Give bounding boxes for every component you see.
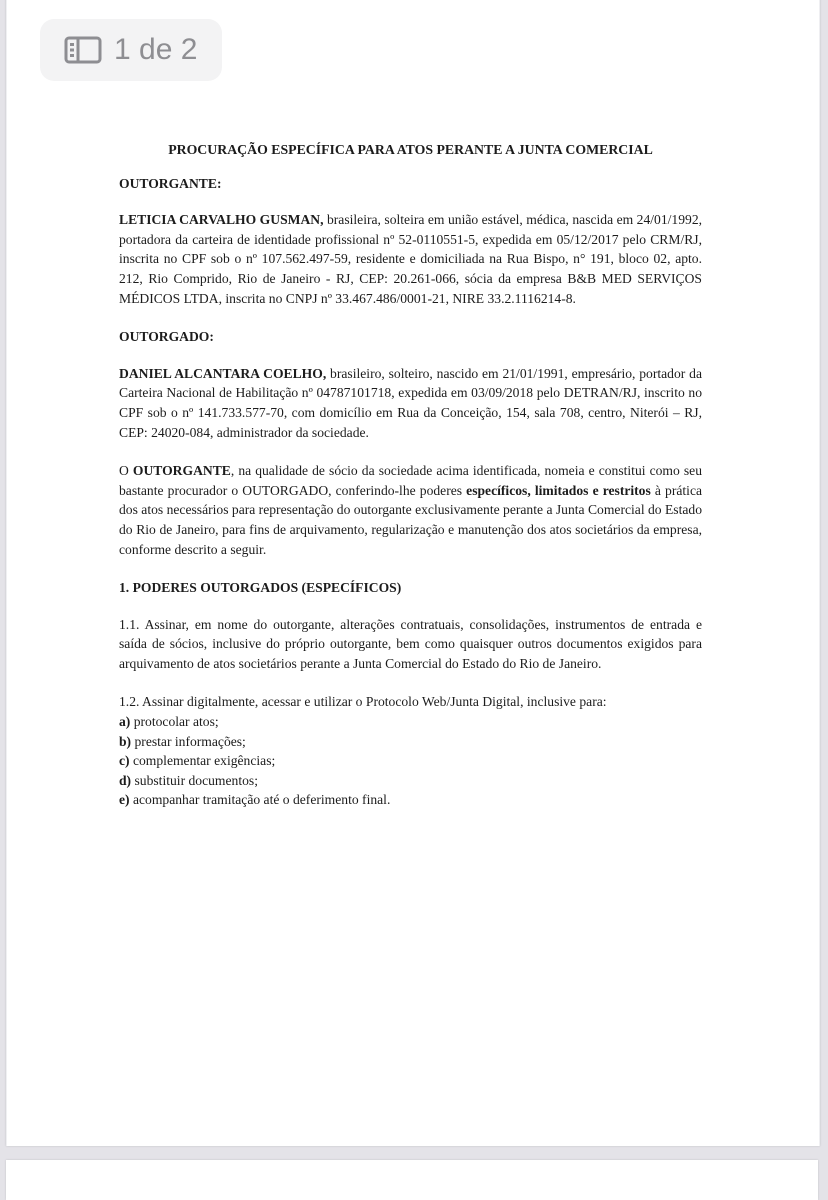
list-item-text: complementar exigências;: [129, 753, 276, 769]
list-item: [119, 751, 702, 771]
clause-1-1: 1.1. Assinar, em nome do outorgante, alterações contratuais, consolidações, instrumentos de entrada e saída de sócios, inclusive do próprio outorgante, bem como quaisquer outros documentos exigidos para arquivamento de atos societários perante a Junta Comercial do Estado do Rio de Janeiro.: [119, 616, 702, 671]
outorgante-details: brasileira, solteira em união estável, médica, nascida em 24/01/1992, portadora da carteira de identidade profissional nº 52-0110551-5, expedida em 05/12/2017 pelo CRM/RJ, inscrita no CPF sob o nº 107.562.497-59, residente e domiciliada na Rua Bispo, n° 191, bloco 02, apto. 212, Rio Comprido, Rio de Janeiro - RJ, CEP: 20.261-066, sócia da empresa B&B MED SERVIÇOS MÉDICOS LTDA, inscrita no CNPJ nº 33.467.486/0001-21, NIRE 33.2.1116214-8.: [119, 212, 703, 306]
sidebar-thumbnails-icon: [64, 36, 102, 64]
clause-1-2-list: [119, 712, 702, 810]
nomination-paragraph: [119, 461, 702, 559]
outorgante-name: LETICIA CARVALHO GUSMAN,: [119, 212, 324, 228]
list-item-letter: c): [119, 753, 130, 769]
list-item: [119, 790, 702, 810]
list-item-text: acompanhar tramitação até o deferimento final.: [129, 792, 391, 808]
document-content: [119, 140, 702, 810]
clause-1-2: 1.2. Assinar digitalmente, acessar e utilizar o Protocolo Web/Junta Digital, inclusive para:: [119, 694, 607, 710]
outorgado-details: brasileiro, solteiro, nascido em 21/01/1991, empresário, portador da Carteira Nacional de Habilitação nº 04787101718, expedida em 03/09/2018 pelo DETRAN/RJ, inscrito no CPF sob o nº 141.733.577-70, com domicílio em Rua da Conceição, 154, sala 708, centro, Niterói – RJ, CEP: 24020-084, administrador da sociedade.: [119, 365, 702, 440]
document-title: PROCURAÇÃO ESPECÍFICA PARA ATOS PERANTE A JUNTA COMERCIAL: [168, 142, 653, 157]
outorgado-paragraph: [119, 364, 702, 442]
list-item-text: substituir documentos;: [131, 772, 258, 788]
nomination-text-1: , na qualidade de sócio da sociedade acima identificada, nomeia e constitui como seu bastante procurador o OUTORGADO, conferindo-lhe poderes: [119, 463, 702, 498]
nomination-powers: específicos, limitados e restritos: [466, 482, 651, 498]
nomination-prefix: O: [119, 463, 133, 479]
page-indicator[interactable]: [40, 19, 222, 81]
page-indicator-label: 1 de 2: [114, 33, 198, 66]
list-item-letter: e): [119, 792, 130, 808]
list-item-text: protocolar atos;: [130, 714, 219, 730]
outorgante-paragraph: [119, 210, 702, 308]
list-item-letter: a): [119, 714, 131, 730]
list-item: [119, 712, 702, 732]
list-item-letter: b): [119, 733, 132, 749]
list-item-text: prestar informações;: [131, 733, 246, 749]
list-item: [119, 771, 702, 791]
document-page-2[interactable]: [6, 1160, 818, 1200]
outorgante-heading: OUTORGANTE:: [119, 175, 222, 191]
list-item-letter: d): [119, 772, 132, 788]
outorgado-name: DANIEL ALCANTARA COELHO,: [119, 365, 327, 381]
section-1-heading: 1. PODERES OUTORGADOS (ESPECÍFICOS): [119, 580, 402, 596]
list-item: [119, 732, 702, 752]
outorgado-heading: OUTORGADO:: [119, 329, 214, 345]
nomination-text-2: à prática dos atos necessários para representação do outorgante exclusivamente perante a Junta Comercial do Estado do Rio de Janeiro, para fins de arquivamento, regularização e manutenção dos atos societários da empresa, conforme descrito a seguir.: [119, 482, 703, 557]
nomination-outorgante: OUTORGANTE: [132, 463, 231, 479]
